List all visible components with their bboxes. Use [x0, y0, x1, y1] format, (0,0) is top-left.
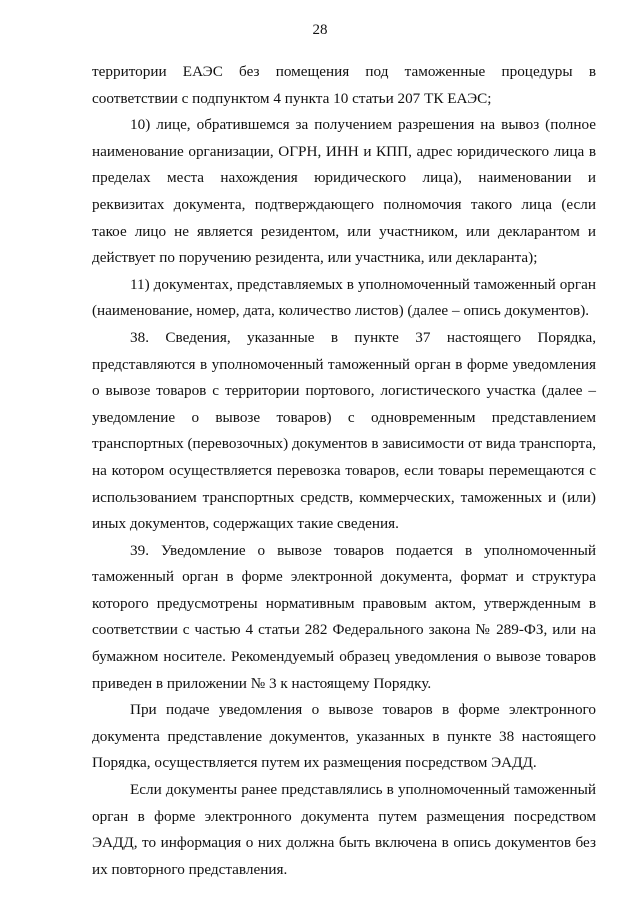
paragraph-electronic-submission: При подаче уведомления о вывозе товаров в форме электронного документа представление документов, указанных в пункте 38 настоящего Порядка, осуществляется путем их размещения посредством ЭАДД. [92, 701, 596, 772]
paragraph-item-11: 11) документах, представляемых в уполномоченный таможенный орган (наименование, номер, дата, количество листов) (далее – опись документов). [92, 275, 596, 320]
paragraph-previous-documents: Если документы ранее представлялись в уполномоченный таможенный орган в форме электронного документа путем размещения посредством ЭАДД, то информация о них должна быть включена в опись документов без их повторного представления. [92, 781, 596, 878]
paragraph-item-10: 10) лице, обратившемся за получением разрешения на вывоз (полное наименование организации, ОГРН, ИНН и КПП, адрес юридического лица в пределах места нахождения юридического лица), наименовании и реквизитах документа, подтверждающего полномочия такого лица (если такое лицо не является резидентом, или участником, или декларантом и действует по поручению резидента, или участника, или декларанта); [92, 116, 596, 267]
paragraph-38: 38. Сведения, указанные в пункте 37 настоящего Порядка, представляются в уполномоченный таможенный орган в форме уведомления о вывозе товаров с территории портового, логистического участка (далее – уведомление о вывозе товаров) с одновременным представлением транспортных (перевозочных) документов в зависимости от вида транспорта, на котором осуществляется перевозка товаров, если товары перемещаются с использованием транспортных средств, коммерческих, таможенных и (или) иных документов, содержащих такие сведения. [92, 328, 596, 533]
page-number: 28 [312, 22, 328, 38]
paragraph-39: 39. Уведомление о вывозе товаров подается в уполномоченный таможенный орган в форме электронной документа, формат и структура которого предусмотрены нормативным правовым актом, утвержденным в соответствии с частью 4 статьи 282 Федерального закона № 289-ФЗ, или на бумажном носителе. Рекомендуемый образец уведомления о вывозе товаров приведен в приложении № 3 к настоящему Порядку. [92, 541, 596, 692]
document-body [92, 59, 596, 883]
paragraph-continuation: территории ЕАЭС без помещения под таможенные процедуры в соответствии с подпунктом 4 пункта 10 статьи 207 ТК ЕАЭС; [92, 63, 596, 107]
